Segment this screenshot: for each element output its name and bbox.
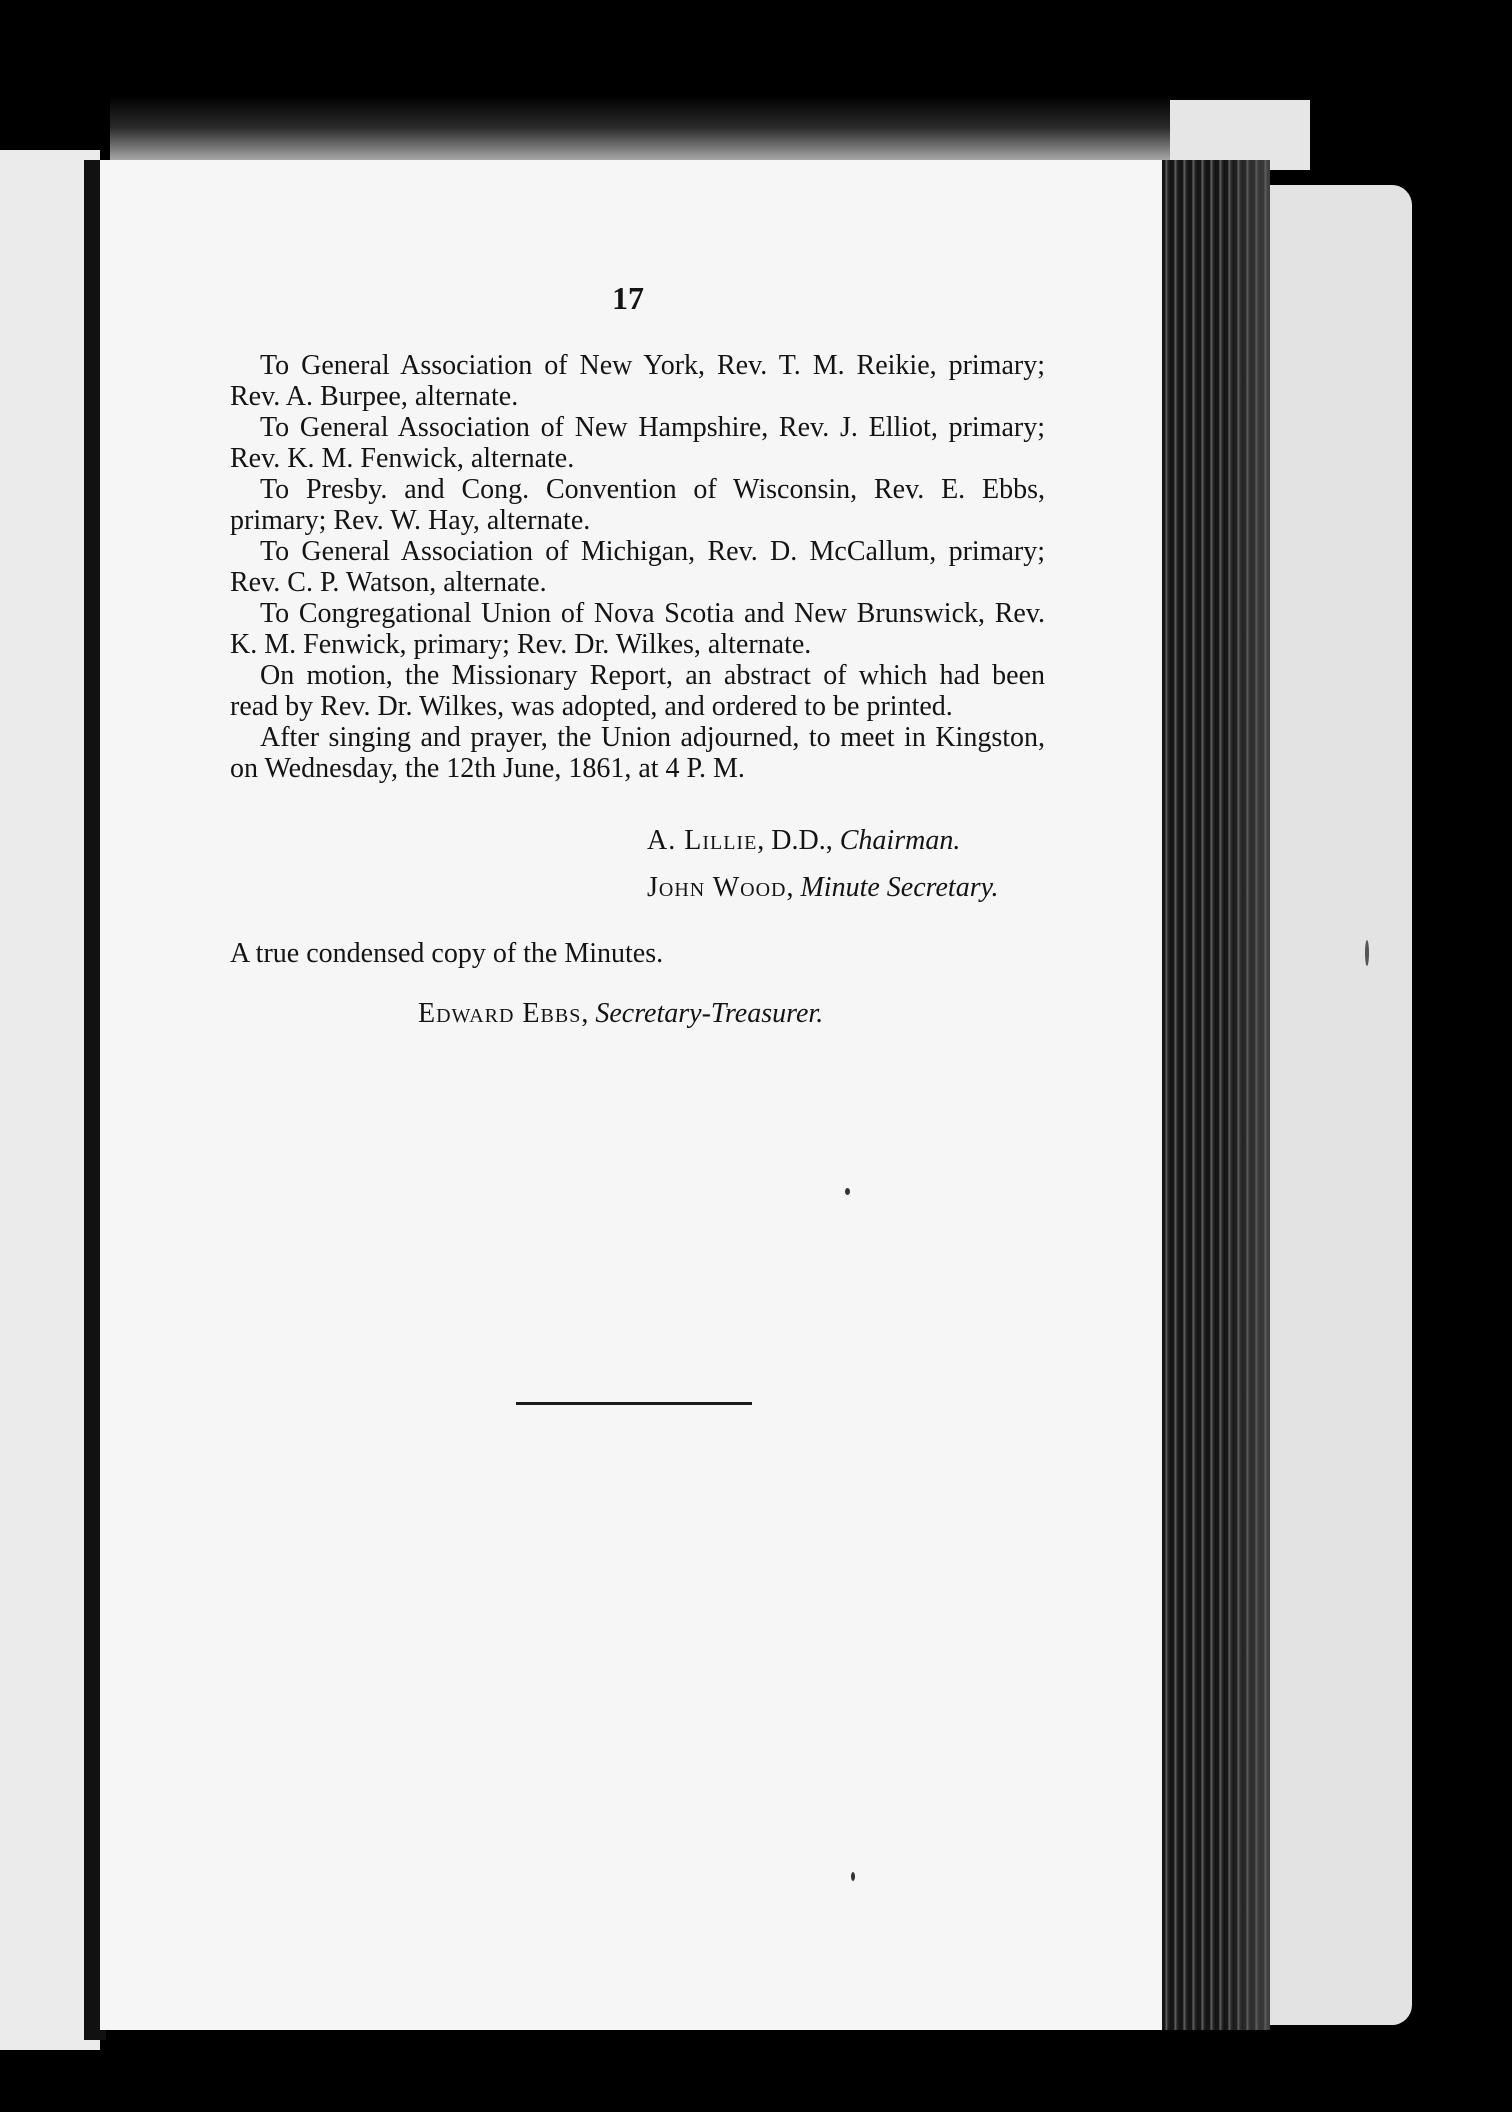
closing-rule	[516, 1402, 752, 1405]
page-number: 17	[612, 280, 644, 316]
paragraph-new-hampshire-delegates: To General Association of New Hampshire, Rev. J. Elliot, primary; Rev. K. M. Fenwick, alternate.	[230, 412, 1045, 474]
minute-secretary-suffix: ,	[786, 872, 801, 903]
minute-secretary-name: John Wood	[647, 872, 787, 903]
torn-top-edge	[110, 96, 1310, 166]
page-block-shading	[1225, 160, 1270, 2030]
chairman-role: Chairman.	[839, 825, 961, 856]
treasurer-name: Edward Ebbs	[418, 998, 582, 1029]
chairman-name: A. Lillie	[647, 825, 758, 856]
minute-secretary-signature	[647, 872, 999, 904]
ink-speck	[1365, 940, 1369, 966]
paragraph-michigan-delegates: To General Association of Michigan, Rev. D. McCallum, primary; Rev. C. P. Watson, alternate.	[230, 536, 1045, 598]
paragraph-wisconsin-delegates: To Presby. and Cong. Convention of Wisconsin, Rev. E. Ebbs, primary; Rev. W. Hay, alternate.	[230, 474, 1045, 536]
treasurer-signature	[418, 998, 823, 1030]
paragraph-adjournment: After singing and prayer, the Union adjourned, to meet in Kingston, on Wednesday, the 12th June, 1861, at 4 P. M.	[230, 722, 1045, 784]
paragraph-missionary-report: On motion, the Missionary Report, an abstract of which had been read by Rev. Dr. Wilkes, was adopted, and ordered to be printed.	[230, 660, 1045, 722]
minute-secretary-role: Minute Secretary.	[800, 872, 999, 903]
treasurer-role: Secretary-Treasurer.	[595, 998, 824, 1029]
minutes-text	[230, 278, 1045, 784]
paragraph-new-york-delegates: To General Association of New York, Rev. T. M. Reikie, primary; Rev. A. Burpee, alternate.	[230, 350, 1045, 412]
ink-speck	[845, 1188, 850, 1195]
treasurer-suffix: ,	[581, 998, 596, 1029]
attestation-line: A true condensed copy of the Minutes.	[230, 938, 664, 969]
paragraph-nova-scotia-delegates: To Congregational Union of Nova Scotia and New Brunswick, Rev. K. M. Fenwick, primary; Rev. Dr. Wilkes, alternate.	[230, 598, 1045, 660]
chairman-suffix: , D.D.,	[757, 825, 840, 856]
ink-speck	[851, 1872, 855, 1881]
chairman-signature	[647, 825, 960, 857]
